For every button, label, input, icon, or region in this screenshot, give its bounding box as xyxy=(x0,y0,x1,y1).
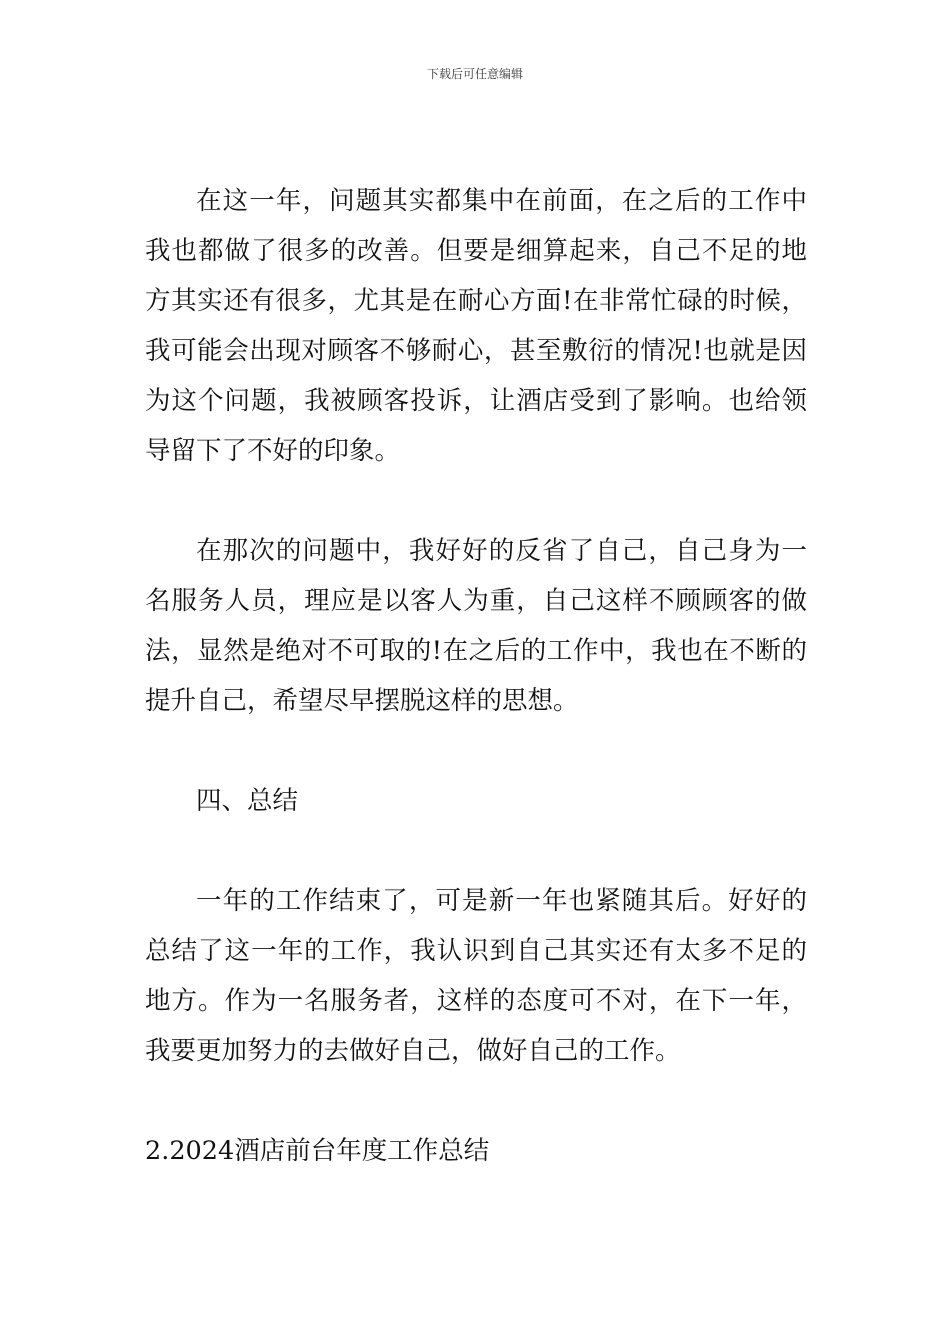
paragraph-reflection: 在那次的问题中，我好好的反省了自己，自己身为一名服务人员，理应是以客人为重，自己这样不顾顾客的做法，显然是绝对不可取的!在之后的工作中，我也在不断的提升自己，希望尽早摆脱这样的思想。 xyxy=(145,536,807,716)
paragraph-problems: 在这一年，问题其实都集中在前面，在之后的工作中我也都做了很多的改善。但要是细算起来，自己不足的地方其实还有很多，尤其是在耐心方面!在非常忙碌的时候，我可能会出现对顾客不够耐心，甚至敷衍的情况!也就是因为这个问题，我被顾客投诉，让酒店受到了影响。也给领导留下了不好的印象。 xyxy=(145,186,807,466)
section-heading-summary: 四、总结 xyxy=(196,786,299,816)
page-header-note: 下载后可任意编辑 xyxy=(426,67,523,81)
next-document-title: 2.2024酒店前台年度工作总结 xyxy=(145,1136,490,1166)
paragraph-conclusion: 一年的工作结束了，可是新一年也紧随其后。好好的总结了这一年的工作，我认识到自己其实还有太多不足的地方。作为一名服务者，这样的态度可不对，在下一年，我要更加努力的去做好自己，做好自己的工作。 xyxy=(145,886,807,1066)
document-body xyxy=(145,176,807,1176)
